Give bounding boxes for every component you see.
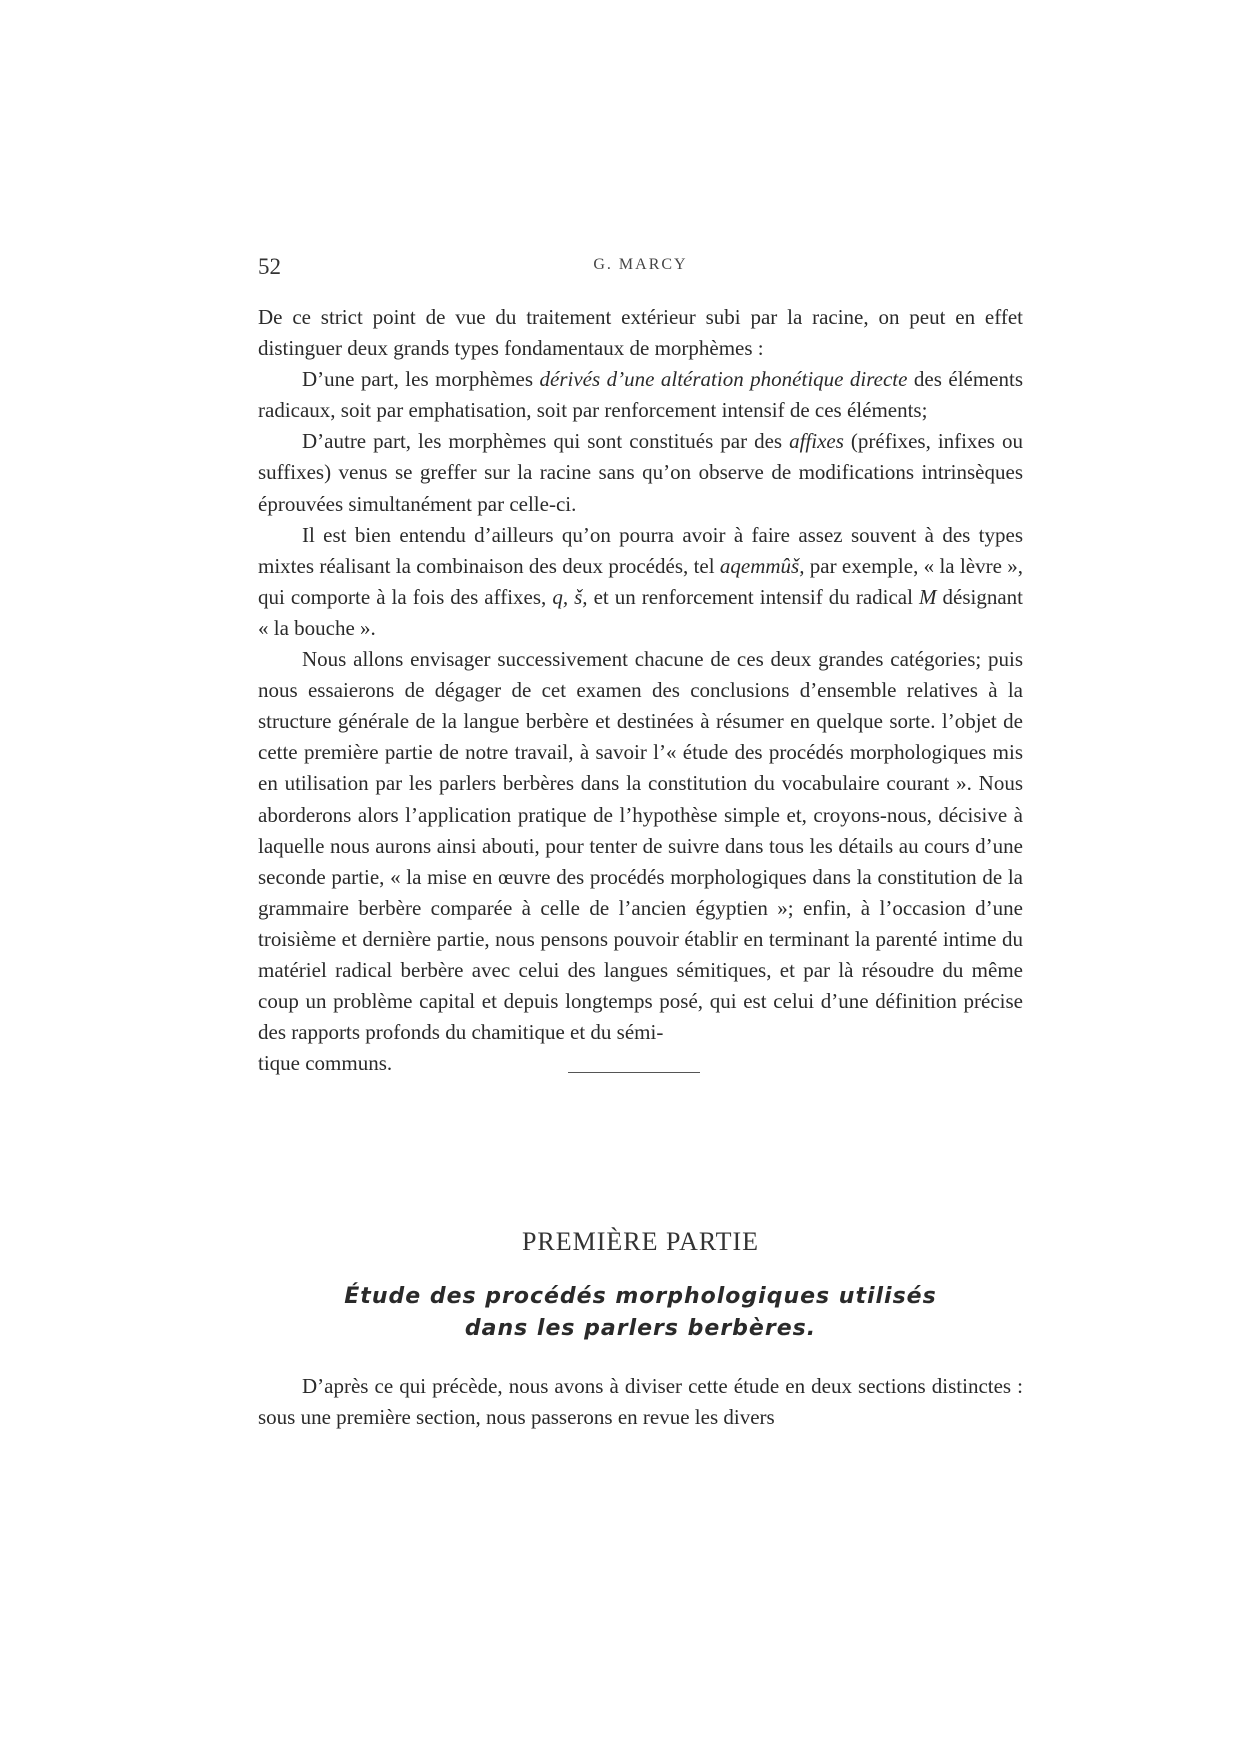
paragraph: De ce strict point de vue du traitement extérieur subi par la racine, on peut en effet distinguer deux grands types fondamentaux de morphèmes :	[258, 305, 1023, 361]
part-heading: PREMIÈRE PARTIE	[521, 1227, 760, 1256]
paragraph: Nous allons envisager successivement chacune de ces deux grandes catégories; puis nous essaierons de dégager de cet examen des conclusions d’ensemble relatives à la structure générale de la langue berbère et destinées à résumer en quelque sorte. l’objet de cette première partie de notre travail, à savoir l’« étude des procédés morphologiques mis en utilisation par les parlers berbères dans la constitution du vocabulaire courant ». Nous aborderons alors l’application pratique de l’hypothèse simple et, croyons-nous, décisive à laquelle nous aurons ainsi abouti, pour tenter de suivre dans tous les détails au cours d’une seconde partie, « la mise en œuvre des procédés morphologiques dans la constitution de la grammaire berbère comparée à celle de l’ancien égyptien »; enfin, à l’occasion d’une troisième et dernière partie, nous pensons pouvoir établir en terminant la parenté intime du matériel radical berbère avec celui des langues sémitiques, et par là résoudre du même coup un problème capital et depuis longtemps posé, qui est celui d’une définition précise des rapports profonds du chamitique et du sémi-	[258, 647, 1023, 1045]
emphasis: affixes	[789, 429, 844, 454]
paragraph: D’une part, les morphèmes dérivés d’une altération phonétique directe des éléments radicaux, soit par emphatisation, soit par renforcement intensif de ces éléments;	[258, 367, 1024, 423]
page-number: 52	[258, 254, 281, 279]
running-head	[258, 254, 1023, 284]
emphasis: q, š,	[552, 584, 588, 609]
paragraph: D’autre part, les morphèmes qui sont constitués par des affixes (préfixes, infixes ou suffixes) venus se greffer sur la racine sans qu’on observe de modifications intrinsèques éprouvées simultanément par celle-ci.	[258, 429, 1023, 516]
part-subtitle	[258, 1281, 1023, 1345]
section-rule	[568, 1072, 700, 1073]
running-title: G. MARCY	[593, 256, 688, 273]
paragraph: Il est bien entendu d’ailleurs qu’on pourra avoir à faire assez souvent à des types mixtes réalisant la combinaison des deux procédés, tel aqemmûš, par exemple, « la lèvre », qui comporte à la fois des affixes, q, š, et un renforcement intensif du radical M désignant « la bouche ».	[258, 522, 1023, 640]
paragraph: D’après ce qui précède, nous avons à diviser cette étude en deux sections distinctes : sous une première section, nous passerons en revue les divers	[258, 1374, 1023, 1430]
subtitle-line: Étude des procédés morphologiques utilisés	[344, 1284, 937, 1309]
emphasis: dérivés d’une altération phonétique directe	[539, 367, 908, 392]
subtitle-line: dans les parlers berbères.	[464, 1316, 817, 1341]
section-text	[258, 1371, 1023, 1433]
closing-line	[258, 1048, 1023, 1079]
emphasis: aqemmûš,	[719, 553, 805, 578]
body-text	[258, 302, 1023, 1079]
emphasis: M	[918, 584, 937, 609]
paragraph-end: tique communs.	[258, 1051, 393, 1076]
